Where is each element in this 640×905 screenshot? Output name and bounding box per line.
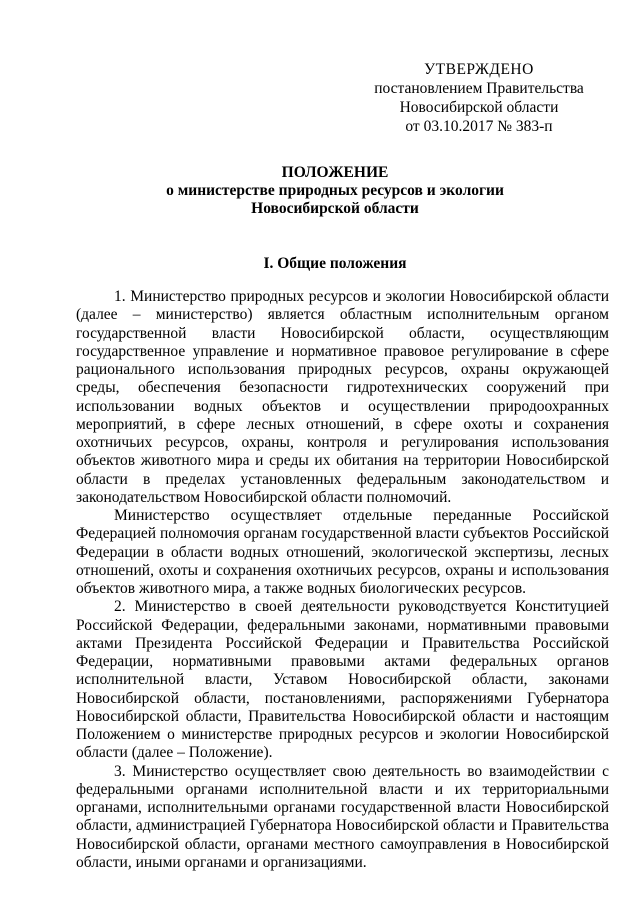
section-heading: I. Общие положения (263, 255, 407, 272)
approval-line-1: постановлением Правительства (374, 80, 584, 97)
approval-heading: УТВЕРЖДЕНО (424, 61, 534, 78)
paragraph-4: 3. Министерство осуществляет свою деятельность во взаимодействии с федеральными органами исполнительной власти и их территориальными органами, исполнительными органами государственной власти Новосибирской области, администрацией Губернатора Новосибирской области и Правительства Новосибирской области, органами местного самоуправления в Новосибирской области, иными органами и организациями. (76, 762, 609, 871)
approval-stamp (354, 60, 604, 136)
document-title (60, 164, 610, 218)
title-line-2: о министерстве природных ресурсов и экологии (166, 182, 504, 199)
paragraph-3: 2. Министерство в своей деятельности руководствуется Конституцией Российской Федерации, федеральными законами, нормативными правовыми актами Президента Российской Федерации и Правительства Российской Федерации, нормативными правовыми актами федеральных органов исполнительной власти, Уставом Новосибирской области, законами Новосибирской области, постановлениями, распоряжениями Губернатора Новосибирской области, Правительства Новосибирской области и настоящим Положением о министерстве природных ресурсов и экологии Новосибирской области (далее – Положение). (76, 598, 609, 762)
title-line-3: Новосибирской области (251, 200, 419, 217)
approval-line-2: Новосибирской области (399, 99, 559, 116)
approval-line-3: от 03.10.2017 № 383-п (405, 118, 553, 135)
paragraph-1: 1. Министерство природных ресурсов и экологии Новосибирской области (далее – министерство) является областным исполнительным органом государственной власти Новосибирской области, осуществляющим государственное управление и нормативное правовое регулирование в сфере рационального использования природных ресурсов, охраны окружающей среды, обеспечения безопасности гидротехнических сооружений при использовании водных объектов и осуществлении природоохранных мероприятий, в сфере лесных отношений, в сфере охоты и сохранения охотничьих ресурсов, охраны, контроля и регулирования использования объектов животного мира и среды их обитания на территории Новосибирской области в пределах установленных федеральным законодательством и законодательством Новосибирской области полномочий. (76, 288, 609, 506)
document-body (76, 288, 609, 872)
paragraph-2: Министерство осуществляет отдельные переданные Российской Федерацией полномочия органам государственной власти субъектов Российской Федерации в области водных отношений, экологической экспертизы, лесных отношений, охоты и сохранения охотничьих ресурсов, охраны и использования объектов животного мира, а также водных биологических ресурсов. (76, 507, 609, 597)
title-line-1: ПОЛОЖЕНИЕ (281, 164, 389, 181)
